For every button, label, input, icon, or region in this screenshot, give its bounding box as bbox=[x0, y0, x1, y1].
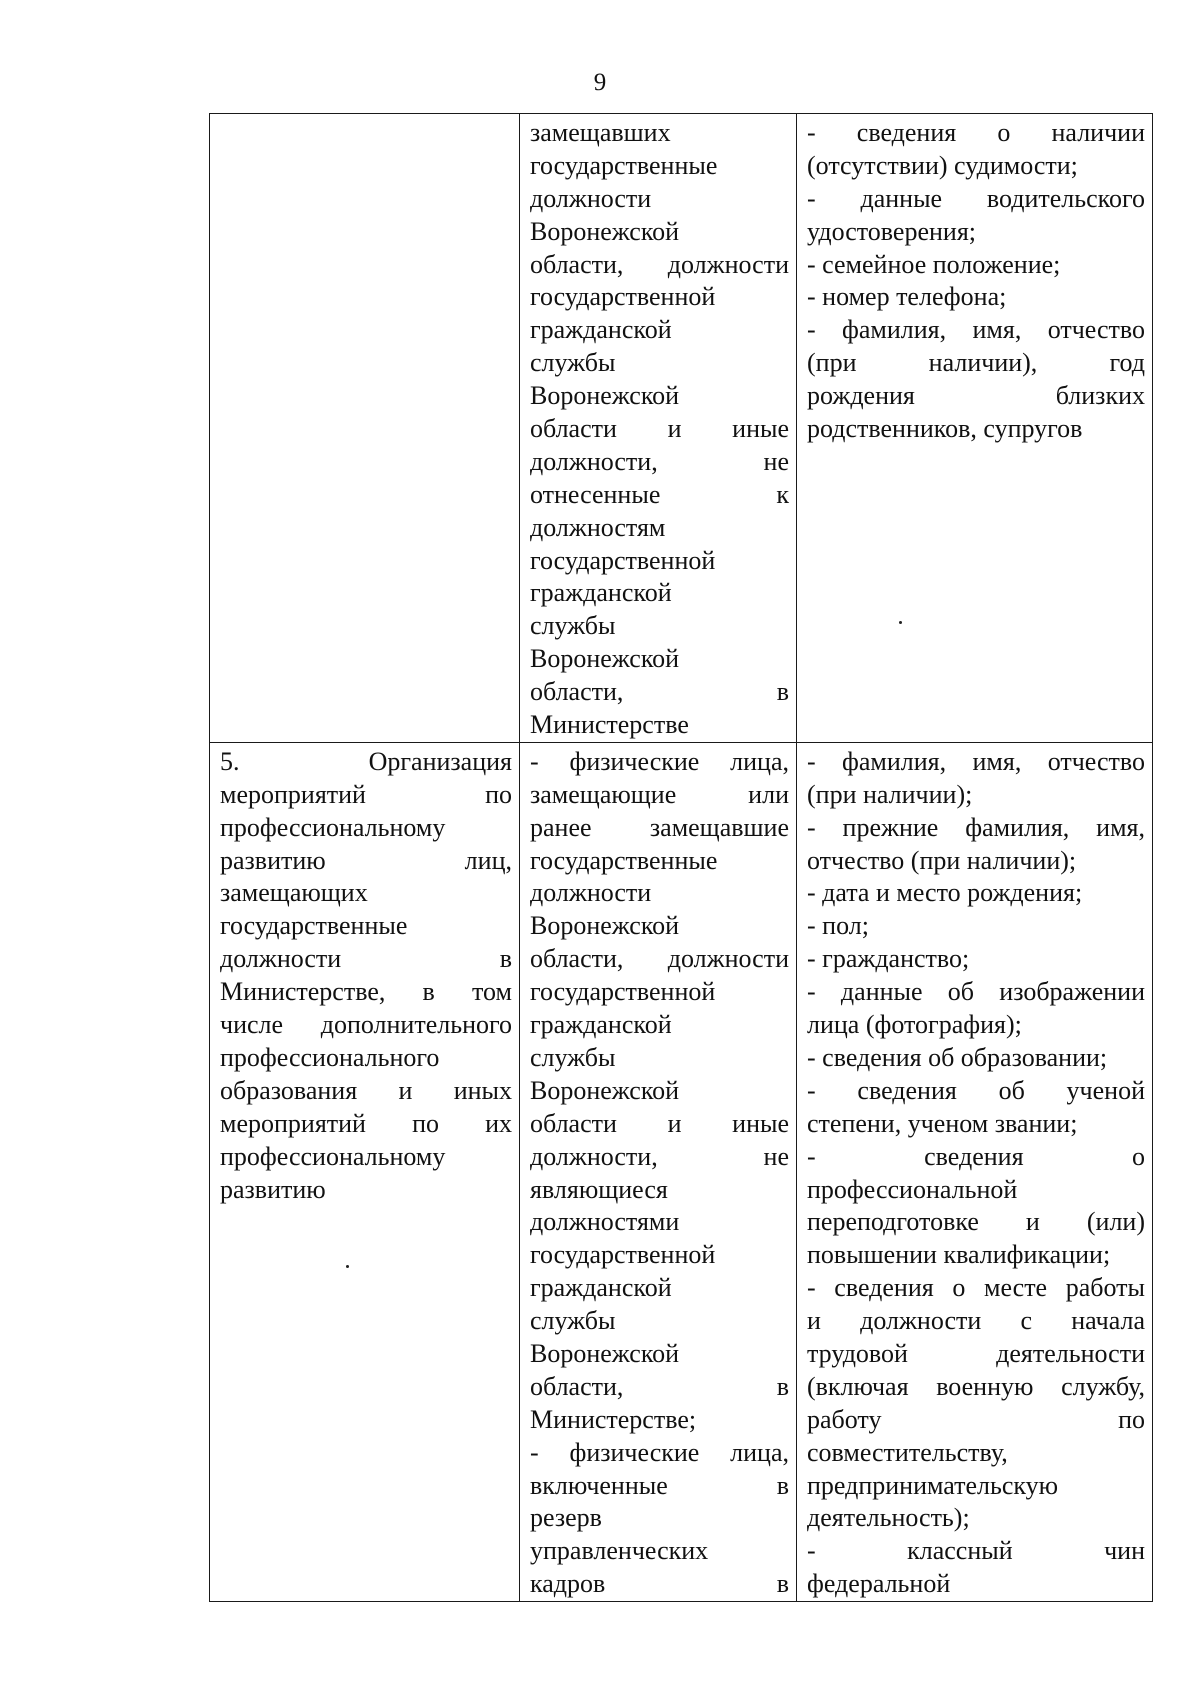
cell-text-line: - физические лица, bbox=[530, 1437, 789, 1467]
cell-text-line: - данные водительского bbox=[807, 183, 1145, 213]
cell-text-line: кадров в bbox=[530, 1569, 789, 1599]
cell-text-line: рождения близких bbox=[807, 381, 1145, 411]
cell-text-line: трудовой деятельности bbox=[807, 1338, 1145, 1368]
scan-speck bbox=[899, 621, 902, 624]
cell-text-line: службы bbox=[530, 1042, 616, 1072]
cell-text-line: гражданской bbox=[530, 1010, 672, 1040]
cell-text-line: (при наличии), год bbox=[807, 348, 1145, 378]
cell-text-line: государственные bbox=[530, 150, 718, 180]
cell-text-line: - фамилия, имя, отчество bbox=[807, 315, 1145, 345]
cell-text-line: - гражданство; bbox=[807, 944, 970, 974]
cell-text-line: - сведения об ученой bbox=[807, 1075, 1145, 1105]
cell-text-line: - прежние фамилия, имя, bbox=[807, 812, 1145, 842]
cell-text-line: должностям bbox=[530, 512, 666, 542]
cell-text-line: - фамилия, имя, отчество bbox=[807, 746, 1145, 776]
cell-text-line: (отсутствии) судимости; bbox=[807, 150, 1078, 180]
cell-text-line: повышении квалификации; bbox=[807, 1240, 1111, 1270]
cell-text-line: лица (фотография); bbox=[807, 1010, 1022, 1040]
cell-text-line: области, должности bbox=[530, 249, 789, 279]
cell-text-line: - данные об изображении bbox=[807, 977, 1145, 1007]
cell-text-line: - номер телефона; bbox=[807, 282, 1007, 312]
cell-text-line: службы bbox=[530, 348, 616, 378]
cell-text-line: должностями bbox=[530, 1207, 680, 1237]
cell-text-line: Воронежской bbox=[530, 1075, 680, 1105]
cell-text-line: государственной bbox=[530, 1240, 716, 1270]
cell-text-line: - сведения о месте работы bbox=[807, 1273, 1145, 1303]
data-categories-cell bbox=[797, 742, 1153, 1601]
cell-text-line: - пол; bbox=[807, 911, 869, 941]
cell-text-line: являющиеся bbox=[530, 1174, 668, 1204]
cell-text-line: - классный чин bbox=[807, 1536, 1145, 1566]
cell-text-line: мероприятий по bbox=[220, 779, 512, 809]
subjects-cell bbox=[520, 114, 797, 743]
cell-text-line: образования и иных bbox=[220, 1075, 512, 1105]
cell-text-line: государственные bbox=[220, 911, 408, 941]
cell-text-line: развитию лиц, bbox=[220, 845, 512, 875]
cell-text-line: гражданской bbox=[530, 315, 672, 345]
cell-text-line: (включая военную службу, bbox=[807, 1371, 1145, 1401]
purpose-cell bbox=[210, 742, 520, 1601]
cell-text-line: должности в bbox=[220, 944, 512, 974]
cell-text-line: государственной bbox=[530, 545, 716, 575]
cell-text-line: мероприятий по их bbox=[220, 1108, 512, 1138]
purpose-cell bbox=[210, 114, 520, 743]
cell-text-line: резерв bbox=[530, 1503, 602, 1533]
cell-text-line: области, в bbox=[530, 1371, 789, 1401]
cell-text-line: - физические лица, bbox=[530, 746, 789, 776]
cell-text-line: отчество (при наличии); bbox=[807, 845, 1077, 875]
cell-text-line: деятельность); bbox=[807, 1503, 970, 1533]
scan-speck bbox=[346, 1265, 349, 1268]
cell-text-line: и должности с начала bbox=[807, 1306, 1145, 1336]
cell-text-line: гражданской bbox=[530, 1273, 672, 1303]
cell-text-line: - дата и место рождения; bbox=[807, 878, 1083, 908]
cell-text-line: управленческих bbox=[530, 1536, 709, 1566]
cell-text-line: области и иные bbox=[530, 1108, 789, 1138]
cell-text-line: области и иные bbox=[530, 414, 789, 444]
cell-text-line: профессиональной bbox=[807, 1174, 1018, 1204]
cell-text-line: Министерстве; bbox=[530, 1404, 697, 1434]
cell-text-line: профессионального bbox=[220, 1042, 440, 1072]
cell-text-line: должности, не bbox=[530, 446, 789, 476]
cell-text-line: замещающих bbox=[220, 878, 368, 908]
cell-text-line: отнесенные к bbox=[530, 479, 789, 509]
cell-text-line: (при наличии); bbox=[807, 779, 973, 809]
cell-text-line: службы bbox=[530, 611, 616, 641]
cell-text-line: степени, ученом звании; bbox=[807, 1108, 1078, 1138]
table-row-continuation bbox=[210, 114, 1153, 743]
cell-text-line: области, должности bbox=[530, 944, 789, 974]
cell-text-line: развитию bbox=[220, 1174, 326, 1204]
cell-text-line: должности bbox=[530, 183, 652, 213]
cell-text-line: удостоверения; bbox=[807, 216, 977, 246]
cell-text-line: государственной bbox=[530, 977, 716, 1007]
cell-text-line: Министерстве bbox=[530, 710, 689, 740]
cell-text-line: ранее замещавшие bbox=[530, 812, 789, 842]
cell-text-line: замещавших bbox=[530, 118, 671, 147]
cell-text-line: Воронежской bbox=[530, 216, 680, 246]
cell-text-line: Министерстве, в том bbox=[220, 977, 512, 1007]
subjects-cell bbox=[520, 742, 797, 1601]
cell-text-line: должности, не bbox=[530, 1141, 789, 1171]
table-row-item-5 bbox=[210, 742, 1153, 1601]
cell-text-line: профессиональному bbox=[220, 1141, 446, 1171]
cell-text-line: работу по bbox=[807, 1404, 1145, 1434]
cell-text-line: числе дополнительного bbox=[220, 1010, 512, 1040]
cell-text-line: родственников, супругов bbox=[807, 414, 1083, 444]
cell-text-line: Воронежской bbox=[530, 911, 680, 941]
cell-text-line: - семейное положение; bbox=[807, 249, 1061, 279]
cell-text-line: замещающие или bbox=[530, 779, 789, 809]
cell-text-line: - сведения о наличии bbox=[807, 118, 1145, 147]
cell-text-line: предпринимательскую bbox=[807, 1470, 1059, 1500]
cell-text-line: - сведения о bbox=[807, 1141, 1145, 1171]
cell-text-line: Воронежской bbox=[530, 1338, 680, 1368]
cell-text-line: совместительству, bbox=[807, 1437, 1008, 1467]
data-categories-cell bbox=[797, 114, 1153, 743]
cell-text-line: федеральной bbox=[807, 1569, 951, 1599]
cell-text-line: области, в bbox=[530, 677, 789, 707]
cell-text-line: государственной bbox=[530, 282, 716, 312]
cell-text-line: Воронежской bbox=[530, 381, 680, 411]
cell-text-line: должности bbox=[530, 878, 652, 908]
cell-text-line: - сведения об образовании; bbox=[807, 1042, 1108, 1072]
cell-text-line: 5. Организация bbox=[220, 746, 512, 776]
cell-text-line: включенные в bbox=[530, 1470, 789, 1500]
page-number: 9 bbox=[593, 69, 607, 96]
cell-text-line: профессиональному bbox=[220, 812, 446, 842]
data-processing-table bbox=[209, 113, 1153, 1602]
cell-text-line: переподготовке и (или) bbox=[807, 1207, 1145, 1237]
cell-text-line: Воронежской bbox=[530, 644, 680, 674]
cell-text-line: государственные bbox=[530, 845, 718, 875]
cell-text-line: гражданской bbox=[530, 578, 672, 608]
cell-text-line: службы bbox=[530, 1306, 616, 1336]
